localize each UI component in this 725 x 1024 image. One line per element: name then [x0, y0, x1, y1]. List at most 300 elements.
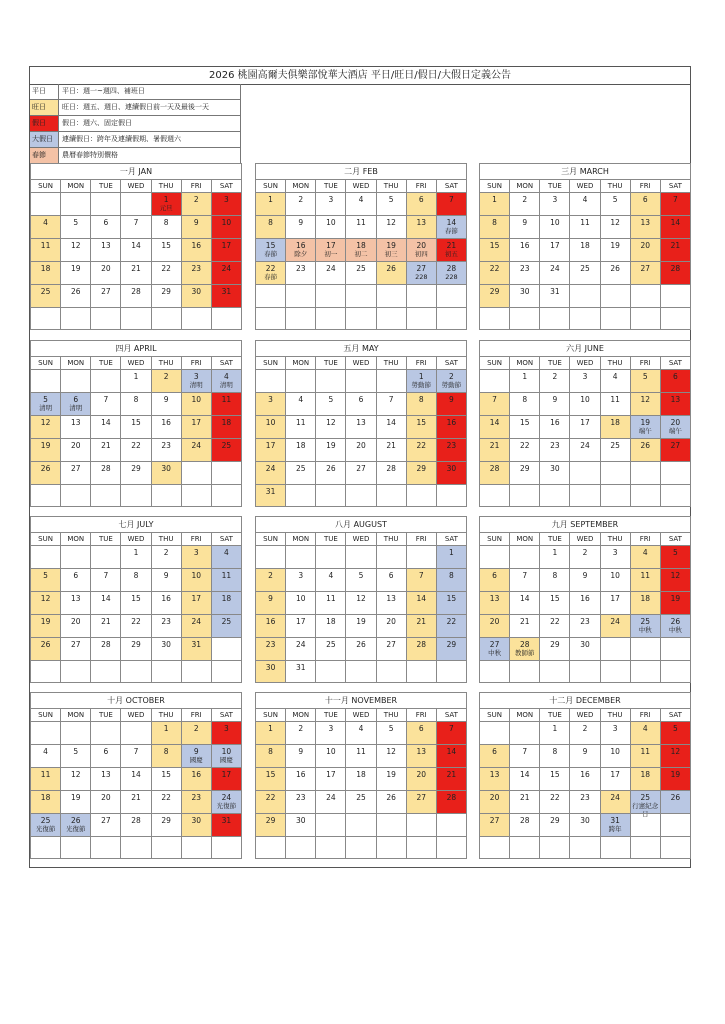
day-cell: [91, 767, 121, 790]
empty-cell: [61, 369, 91, 392]
empty-cell: [437, 484, 467, 507]
day-cell: [661, 545, 691, 568]
weekday-header: WED: [570, 532, 600, 545]
day-cell: [437, 415, 467, 438]
day-number: 18: [221, 418, 232, 427]
day-number: 11: [610, 395, 620, 404]
day-number: 3: [268, 395, 273, 404]
day-number: 31: [221, 287, 232, 296]
day-note: 端午: [638, 427, 652, 435]
day-cell: [212, 238, 242, 261]
day-number: 22: [265, 264, 276, 273]
day-cell: [316, 614, 346, 637]
day-number: 22: [550, 793, 560, 802]
day-cell: [286, 461, 316, 484]
empty-cell: [256, 284, 286, 307]
legend-description: 平日：週一~週四、補班日: [59, 84, 241, 99]
day-cell: [121, 637, 151, 660]
day-cell: [601, 438, 631, 461]
day-cell: [61, 637, 91, 660]
empty-cell: [31, 307, 61, 330]
legend-key: 平日: [30, 84, 59, 99]
day-number: 11: [295, 418, 306, 427]
day-cell: [182, 813, 212, 836]
day-cell: [256, 721, 286, 744]
day-note: 春節: [264, 273, 278, 281]
day-number: 15: [265, 770, 276, 779]
day-number: 12: [640, 395, 651, 404]
day-cell: [31, 215, 61, 238]
day-number: 30: [446, 464, 457, 473]
day-cell: [212, 767, 242, 790]
empty-cell: [286, 307, 316, 330]
day-cell: [316, 238, 346, 261]
day-cell: [91, 744, 121, 767]
weekday-header: THU: [152, 532, 182, 545]
day-cell: [182, 614, 212, 637]
day-cell: [121, 238, 151, 261]
day-cell: [601, 614, 631, 637]
day-number: 31: [610, 816, 620, 825]
empty-cell: [212, 461, 242, 484]
day-cell: [316, 461, 346, 484]
empty-cell: [31, 660, 61, 683]
weekday-header: TUE: [540, 356, 570, 369]
day-cell: [91, 591, 121, 614]
day-number: 21: [386, 441, 396, 450]
day-number: 11: [221, 395, 232, 404]
day-number: 30: [295, 816, 306, 825]
day-note: 中秋: [668, 626, 682, 634]
day-cell: [540, 215, 570, 238]
weekday-header: SUN: [480, 708, 510, 721]
day-number: 18: [356, 241, 366, 250]
day-note: 光復節: [216, 802, 237, 810]
day-cell: [31, 238, 61, 261]
day-cell: [480, 767, 510, 790]
day-number: 21: [131, 264, 141, 273]
day-number: 29: [550, 640, 560, 649]
day-cell: [286, 637, 316, 660]
day-number: 24: [265, 464, 276, 473]
day-number: 9: [163, 571, 169, 580]
day-number: 9: [582, 571, 588, 580]
empty-cell: [31, 721, 61, 744]
empty-cell: [510, 484, 540, 507]
empty-cell: [510, 721, 540, 744]
day-note: 清明: [39, 404, 53, 412]
day-number: 16: [161, 594, 171, 603]
day-cell: [316, 261, 346, 284]
weekday-header: WED: [121, 179, 151, 192]
day-note: 中秋: [488, 649, 502, 657]
day-cell: [182, 192, 212, 215]
day-number: 7: [673, 195, 678, 204]
day-number: 1: [133, 372, 139, 381]
day-number: 6: [358, 395, 364, 404]
day-number: 15: [489, 241, 500, 250]
empty-cell: [316, 284, 346, 307]
day-number: 20: [640, 241, 651, 250]
day-cell: [661, 192, 691, 215]
day-number: 14: [519, 770, 530, 779]
weekday-header: FRI: [182, 356, 212, 369]
day-cell: [212, 591, 242, 614]
day-number: 3: [298, 571, 304, 580]
day-note: 初三: [384, 250, 398, 258]
day-number: 5: [388, 724, 394, 733]
day-number: 12: [386, 747, 396, 756]
day-number: 7: [133, 218, 139, 227]
empty-cell: [631, 284, 661, 307]
day-note: 228: [415, 273, 428, 281]
day-cell: [121, 438, 151, 461]
day-number: 17: [326, 770, 336, 779]
day-cell: [540, 637, 570, 660]
day-number: 14: [446, 218, 457, 227]
day-cell: [631, 614, 661, 637]
day-number: 21: [101, 617, 111, 626]
empty-cell: [601, 484, 631, 507]
day-number: 15: [131, 418, 141, 427]
day-number: 25: [610, 441, 620, 450]
day-number: 16: [580, 594, 590, 603]
day-note: 教師節: [514, 649, 535, 657]
day-number: 23: [580, 617, 590, 626]
empty-cell: [661, 836, 691, 859]
day-number: 27: [416, 264, 427, 273]
day-cell: [437, 261, 467, 284]
weekday-header: TUE: [316, 708, 346, 721]
day-number: 30: [161, 640, 171, 649]
day-cell: [152, 568, 182, 591]
day-number: 29: [489, 287, 500, 296]
day-cell: [61, 392, 91, 415]
day-number: 3: [328, 724, 334, 733]
weekday-header: SUN: [256, 179, 286, 192]
day-cell: [91, 568, 121, 591]
day-cell: [346, 744, 376, 767]
day-cell: [407, 261, 437, 284]
empty-cell: [286, 369, 316, 392]
month-calendar: [255, 516, 467, 683]
weekday-header: SAT: [212, 356, 242, 369]
day-number: 24: [221, 793, 232, 802]
day-cell: [480, 192, 510, 215]
day-cell: [212, 261, 242, 284]
day-number: 28: [131, 287, 141, 296]
empty-cell: [286, 284, 316, 307]
day-number: 20: [101, 793, 111, 802]
day-cell: [31, 568, 61, 591]
month-calendar: [479, 692, 691, 859]
day-number: 27: [356, 464, 366, 473]
empty-cell: [61, 192, 91, 215]
day-number: 4: [43, 218, 48, 227]
weekday-header: SUN: [31, 708, 61, 721]
weekday-header: THU: [601, 708, 631, 721]
day-cell: [346, 192, 376, 215]
weekday-header: SAT: [661, 356, 691, 369]
day-number: 8: [449, 571, 454, 580]
empty-cell: [377, 284, 407, 307]
day-cell: [601, 568, 631, 591]
empty-cell: [91, 484, 121, 507]
day-number: 24: [580, 441, 590, 450]
day-number: 1: [133, 548, 139, 557]
day-number: 7: [522, 571, 528, 580]
weekday-header: WED: [570, 708, 600, 721]
day-number: 18: [640, 594, 651, 603]
day-number: 14: [416, 594, 427, 603]
day-cell: [601, 392, 631, 415]
day-number: 21: [519, 793, 530, 802]
day-cell: [256, 261, 286, 284]
month-title: 三月 MARCH: [479, 163, 691, 179]
day-number: 19: [70, 264, 81, 273]
day-number: 28: [446, 793, 457, 802]
day-number: 11: [580, 218, 590, 227]
empty-cell: [31, 369, 61, 392]
empty-cell: [437, 813, 467, 836]
day-cell: [121, 369, 151, 392]
day-cell: [152, 284, 182, 307]
weekday-header: MON: [61, 356, 91, 369]
day-number: 25: [580, 264, 590, 273]
day-cell: [61, 744, 91, 767]
day-number: 22: [550, 617, 560, 626]
month-title: 二月 FEB: [255, 163, 467, 179]
weekday-header: THU: [152, 708, 182, 721]
day-number: 10: [221, 218, 232, 227]
day-cell: [286, 813, 316, 836]
weekday-header: TUE: [316, 179, 346, 192]
day-cell: [121, 215, 151, 238]
day-number: 16: [191, 241, 202, 250]
day-number: 4: [642, 548, 648, 557]
month-calendar: [30, 340, 242, 507]
empty-cell: [661, 660, 691, 683]
day-cell: [570, 545, 600, 568]
day-cell: [91, 438, 121, 461]
day-number: 3: [612, 548, 618, 557]
day-cell: [346, 392, 376, 415]
day-cell: [212, 790, 242, 813]
day-number: 1: [418, 372, 424, 381]
day-cell: [437, 438, 467, 461]
day-number: 18: [610, 418, 620, 427]
day-cell: [377, 568, 407, 591]
day-cell: [212, 614, 242, 637]
day-number: 20: [70, 441, 81, 450]
day-number: 26: [670, 617, 681, 626]
empty-cell: [121, 836, 151, 859]
day-cell: [570, 614, 600, 637]
day-cell: [182, 568, 212, 591]
month-calendar: [479, 340, 691, 507]
day-number: 11: [40, 241, 51, 250]
month-title: 十一月 NOVEMBER: [255, 692, 467, 708]
empty-cell: [540, 307, 570, 330]
day-note: 初二: [354, 250, 368, 258]
day-cell: [121, 415, 151, 438]
day-number: 5: [328, 395, 334, 404]
day-number: 3: [552, 195, 558, 204]
day-cell: [256, 660, 286, 683]
empty-cell: [377, 484, 407, 507]
day-cell: [510, 438, 540, 461]
day-cell: [256, 461, 286, 484]
day-number: 29: [161, 287, 171, 296]
day-cell: [601, 767, 631, 790]
day-number: 18: [580, 241, 590, 250]
weekday-header: MON: [510, 179, 540, 192]
weekday-header: SUN: [480, 532, 510, 545]
day-cell: [437, 568, 467, 591]
day-number: 24: [295, 640, 306, 649]
day-cell: [286, 721, 316, 744]
day-cell: [256, 767, 286, 790]
day-cell: [91, 238, 121, 261]
day-cell: [631, 392, 661, 415]
day-number: 4: [298, 395, 304, 404]
day-number: 20: [416, 770, 427, 779]
day-cell: [407, 591, 437, 614]
day-number: 4: [43, 747, 48, 756]
day-cell: [437, 461, 467, 484]
day-note: 國慶: [219, 756, 233, 764]
day-cell: [540, 568, 570, 591]
day-cell: [212, 438, 242, 461]
day-cell: [286, 215, 316, 238]
day-number: 18: [326, 617, 336, 626]
day-cell: [377, 721, 407, 744]
empty-cell: [121, 484, 151, 507]
day-note: 國慶: [189, 756, 203, 764]
weekday-header: FRI: [407, 356, 437, 369]
day-cell: [31, 438, 61, 461]
month-calendar: [30, 516, 242, 683]
day-number: 21: [519, 617, 530, 626]
day-cell: [31, 614, 61, 637]
legend-key: 假日: [30, 116, 59, 131]
day-cell: [540, 545, 570, 568]
day-cell: [540, 813, 570, 836]
day-number: 27: [70, 464, 81, 473]
day-cell: [601, 369, 631, 392]
day-cell: [316, 392, 346, 415]
day-cell: [601, 545, 631, 568]
weekday-header: SUN: [480, 356, 510, 369]
day-cell: [256, 614, 286, 637]
day-number: 2: [582, 548, 588, 557]
day-number: 13: [416, 218, 427, 227]
day-number: 29: [446, 640, 457, 649]
day-cell: [286, 238, 316, 261]
empty-cell: [570, 484, 600, 507]
day-note: 光復節: [35, 825, 56, 833]
weekday-header: SAT: [212, 532, 242, 545]
empty-cell: [346, 813, 376, 836]
day-number: 7: [388, 395, 394, 404]
day-number: 4: [224, 372, 229, 381]
weekday-header: WED: [346, 179, 376, 192]
day-cell: [407, 568, 437, 591]
day-number: 26: [356, 640, 366, 649]
day-number: 20: [70, 617, 81, 626]
day-cell: [31, 392, 61, 415]
day-cell: [631, 591, 661, 614]
day-note: 清明: [189, 381, 203, 389]
day-number: 25: [221, 617, 232, 626]
day-number: 22: [489, 264, 500, 273]
empty-cell: [212, 836, 242, 859]
empty-cell: [631, 660, 661, 683]
day-note: 初四: [414, 250, 428, 258]
day-cell: [256, 438, 286, 461]
day-number: 5: [673, 548, 678, 557]
day-number: 12: [70, 770, 81, 779]
day-cell: [570, 415, 600, 438]
day-cell: [510, 568, 540, 591]
day-number: 16: [265, 617, 276, 626]
day-number: 21: [446, 770, 457, 779]
day-number: 12: [326, 418, 336, 427]
day-note: 勞動節: [411, 381, 432, 389]
month-calendar: [30, 163, 242, 330]
day-cell: [407, 415, 437, 438]
day-cell: [316, 215, 346, 238]
day-number: 10: [191, 571, 202, 580]
empty-cell: [407, 284, 437, 307]
weekday-header: FRI: [631, 356, 661, 369]
day-cell: [480, 438, 510, 461]
day-cell: [631, 721, 661, 744]
day-number: 18: [40, 793, 51, 802]
day-cell: [31, 767, 61, 790]
day-cell: [152, 721, 182, 744]
day-number: 29: [265, 816, 276, 825]
weekday-header: FRI: [407, 532, 437, 545]
day-cell: [570, 744, 600, 767]
month-title: 五月 MAY: [255, 340, 467, 356]
day-number: 25: [40, 287, 51, 296]
day-number: 24: [326, 793, 336, 802]
weekday-header: SUN: [256, 708, 286, 721]
day-cell: [661, 215, 691, 238]
month-calendar: [479, 516, 691, 683]
weekday-header: WED: [121, 532, 151, 545]
day-cell: [256, 215, 286, 238]
day-cell: [437, 591, 467, 614]
empty-cell: [570, 836, 600, 859]
day-cell: [286, 591, 316, 614]
day-number: 31: [265, 487, 276, 496]
day-number: 14: [670, 218, 681, 227]
day-number: 20: [489, 793, 500, 802]
empty-cell: [256, 836, 286, 859]
day-cell: [212, 744, 242, 767]
weekday-header: FRI: [407, 708, 437, 721]
empty-cell: [31, 192, 61, 215]
empty-cell: [407, 813, 437, 836]
day-number: 23: [161, 617, 171, 626]
day-number: 9: [582, 747, 588, 756]
day-number: 10: [580, 395, 590, 404]
day-cell: [540, 261, 570, 284]
day-cell: [601, 192, 631, 215]
day-cell: [316, 438, 346, 461]
